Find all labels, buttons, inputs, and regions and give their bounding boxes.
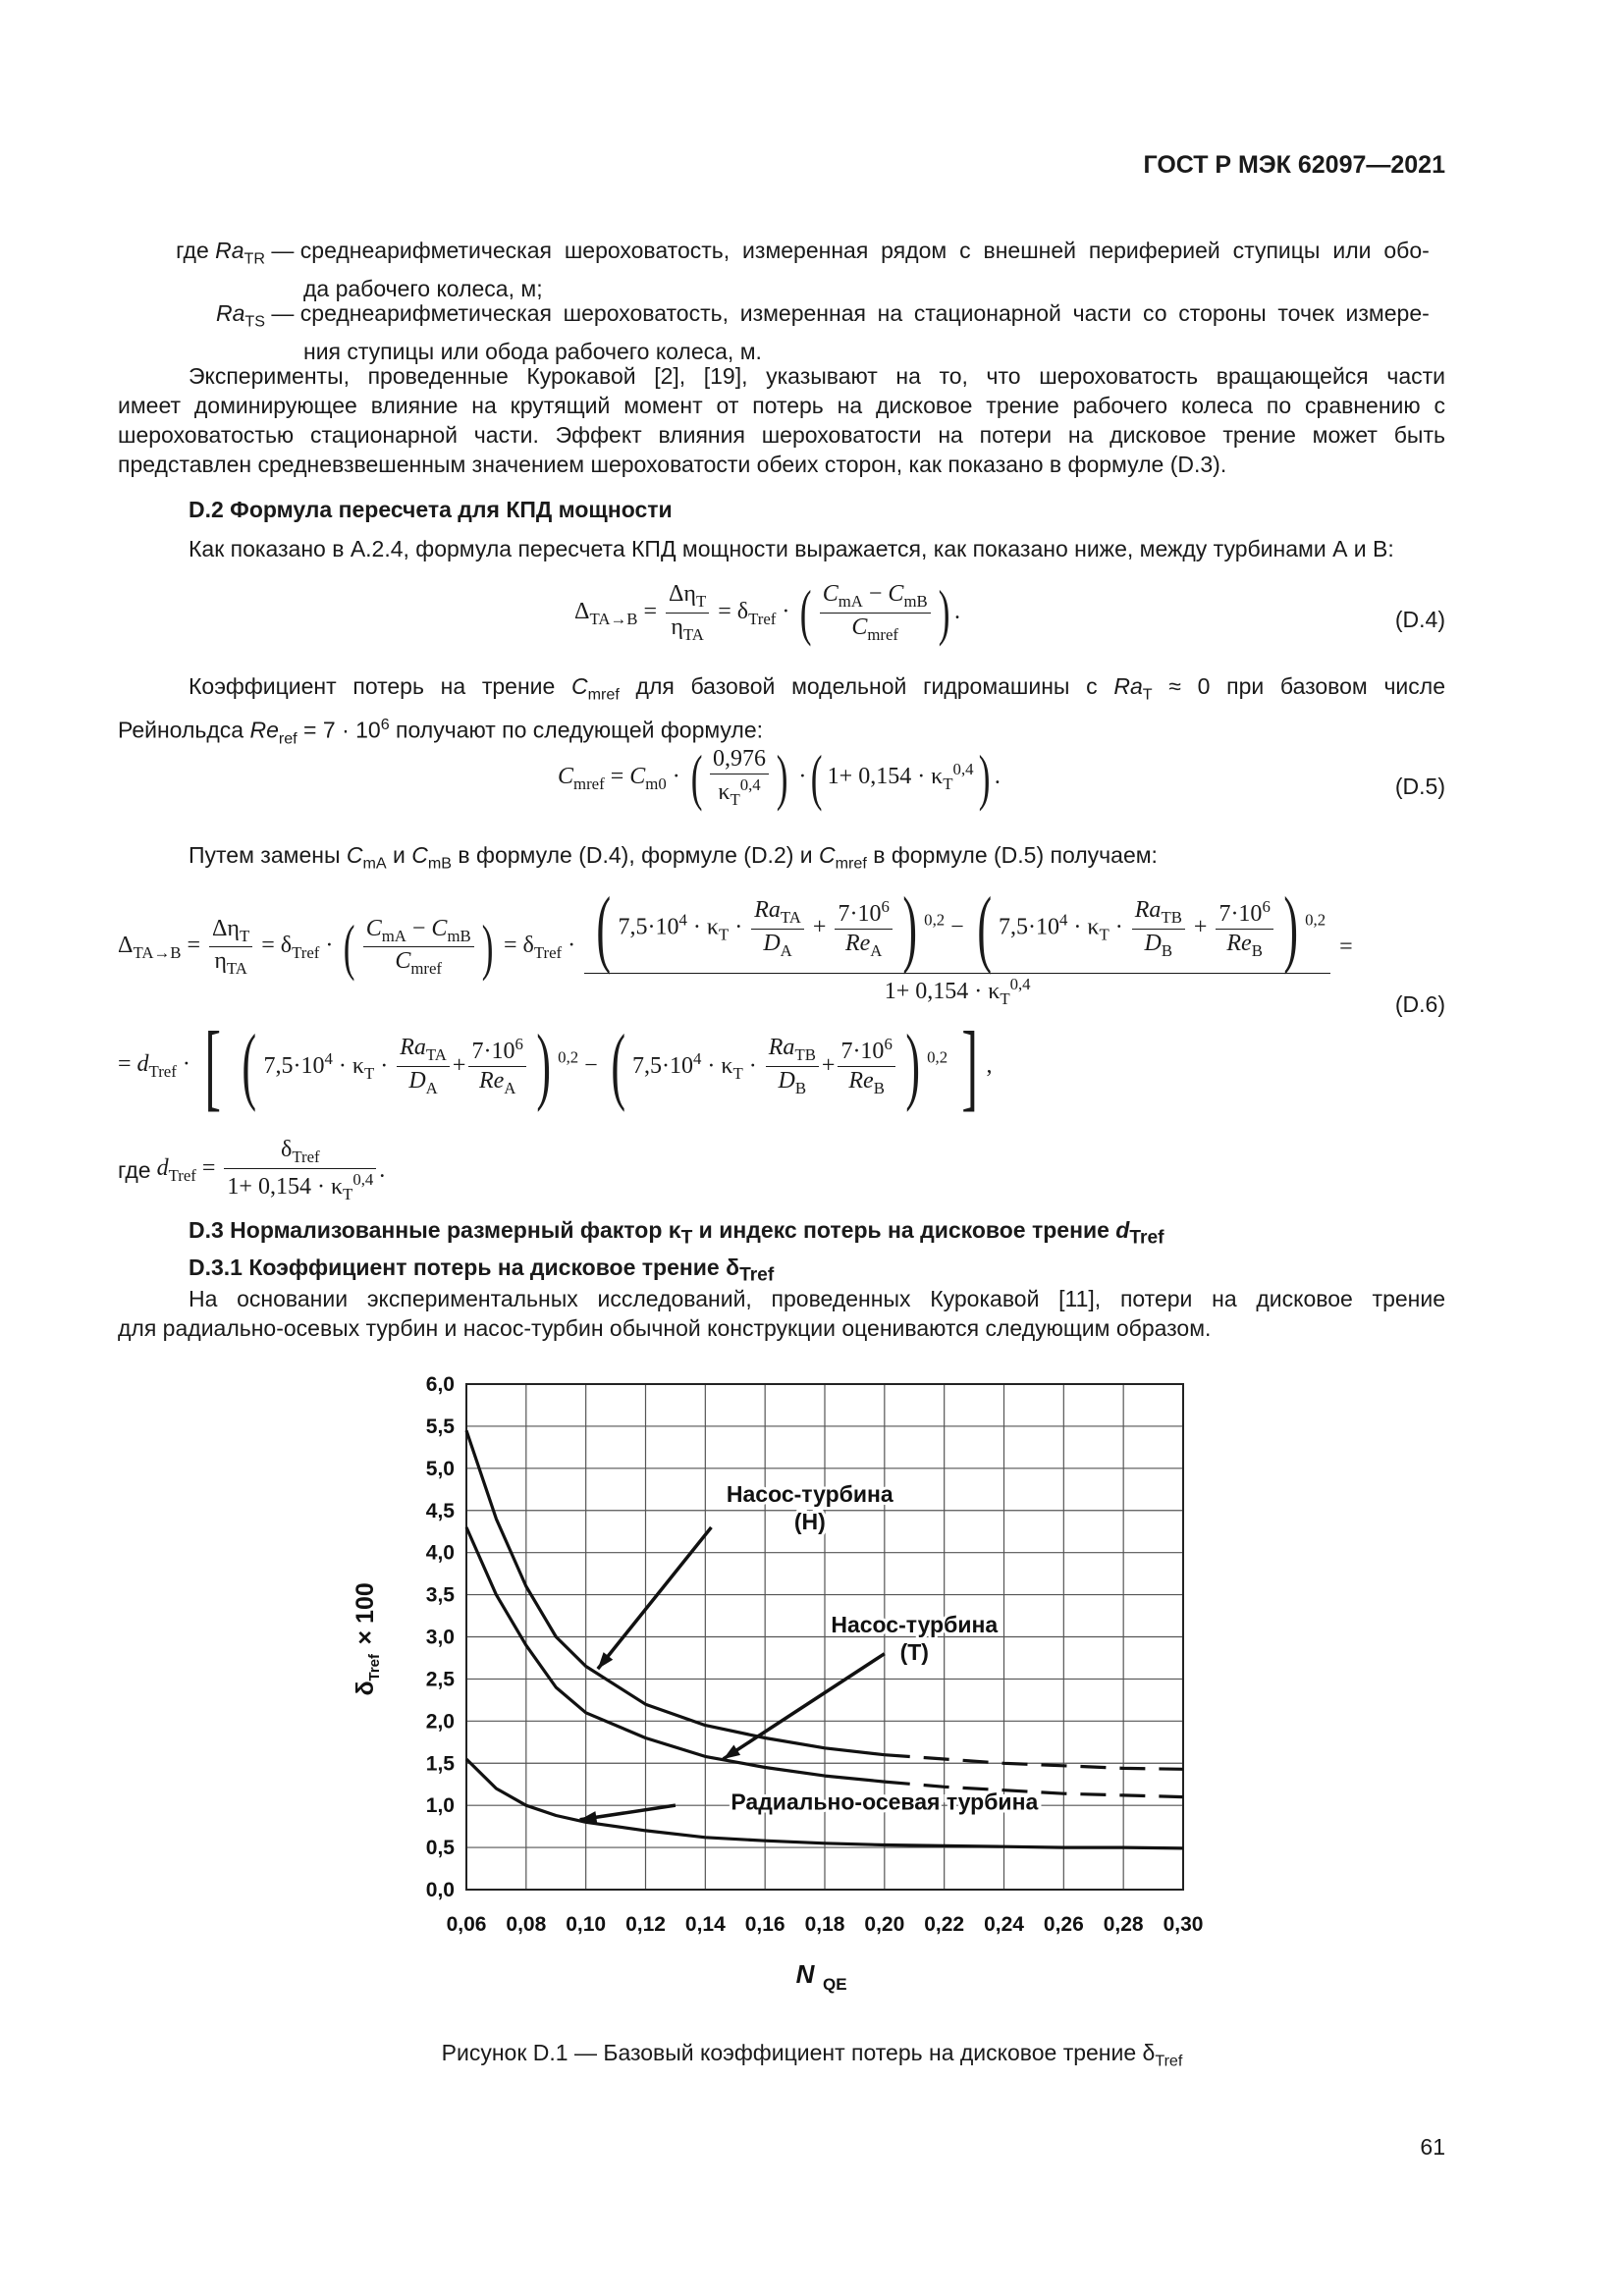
page-number: 61 xyxy=(1420,2134,1445,2160)
paragraph-roughness: Эксперименты, проведенные Курокавой [2], [19], указывают на то, что шероховатость вращающейся части имеет доминирующее влияние на крутящий момент от потерь на дисковое трение рабочего колеса по сравнению с шероховатостью стационарной части. Эффект влияния шероховатости на потери на дисковое трение может быть представлен средневзвешенным значением шероховатости обеих сторон, как показано в формуле (D.3). xyxy=(118,363,1445,477)
y-tick-label: 6,0 xyxy=(425,1373,455,1396)
paragraph-substitution: Путем замены $C_{mA}$ и $C_{mB}$ в формуле (D.4), формуле (D.2) и $C_{mref}$ в формуле (D.5) получаем: xyxy=(189,842,1158,873)
document-header: ГОСТ Р МЭК 62097—2021 xyxy=(1143,151,1445,179)
series-label: Радиально-осевая турбина xyxy=(731,1789,1039,1815)
x-tick-label: 0,10 xyxy=(566,1913,607,1936)
y-tick-label: 3,0 xyxy=(425,1626,455,1649)
x-tick-label: 0,18 xyxy=(804,1913,845,1936)
definition-ratr: где $Ra_{TR}$ — среднеарифметическая шероховатость, измеренная рядом с внешней периферией ступицы или обо- да рабочего колеса, м; xyxy=(176,238,1430,301)
y-tick-label: 0,0 xyxy=(425,1879,455,1901)
x-tick-label: 0,12 xyxy=(625,1913,666,1936)
x-tick-label: 0,08 xyxy=(506,1913,547,1936)
x-tick-label: 0,20 xyxy=(864,1913,905,1936)
series-line-solid xyxy=(466,1527,885,1782)
section-heading-d2: D.2 Формула пересчета для КПД мощности xyxy=(189,497,673,522)
y-tick-label: 3,5 xyxy=(425,1583,455,1607)
equation-label-d4: (D.4) xyxy=(1394,607,1445,632)
chart-dtref xyxy=(334,1364,1218,2012)
y-axis-label-suffix: × 100 xyxy=(352,1582,379,1645)
x-tick-label: 0,28 xyxy=(1103,1913,1144,1936)
series-arrow-head xyxy=(724,1745,741,1759)
x-tick-label: 0,30 xyxy=(1163,1913,1204,1936)
figure-caption: Рисунок D.1 — Базовый коэффициент потерь на дисковое трение $\delta_{Tref}$ xyxy=(441,2040,1183,2070)
y-tick-label: 1,5 xyxy=(425,1752,455,1776)
y-tick-label: 4,0 xyxy=(425,1541,455,1565)
equation-label-d6: (D.6) xyxy=(1394,991,1445,1017)
y-tick-label: 5,0 xyxy=(425,1457,455,1480)
series-line-solid xyxy=(466,1430,885,1755)
equation-d5: $C_{mref} = C_{m0}$ · ( $\frac{0,976}{\kappa_T^{0,4}}$ ) ·( $1+ 0,154 \cdot \kappa_T^{0,4}$) . xyxy=(558,742,1001,813)
paragraph-d31: На основании экспериментальных исследований, проведенных Курокавой [11], потери на дисковое трение для радиально-осевых турбин и насос-турбин обычной конструкции оцениваются следующим образом. xyxy=(118,1286,1445,1341)
equation-d6-line2: = $d_{Tref}$ · [ ( $7,5\cdot 10^4 \cdot \kappa_T$ · $\frac{Ra_{TA}}{D_A}$ + $\frac{7\cdot 10^6}{Re_A}$ ) $^{0,2}$ − ( $7,5\cdot 10^4 \cdot \kappa_T$ · $\frac{Ra_{TB}}{D_B}$ + $\frac{7\cdot 10^6}{Re_B}$ ) $^{0,2}$ ] , xyxy=(118,1011,993,1120)
equation-d4: $\Delta_{TA\to B}$ = $\frac{\Delta\eta_T}{\eta_{TA}}$ = $\delta_{Tref}$ · ( $\frac{C_{mA} - C_{mB}}{C_{mref}}$ ) . xyxy=(574,577,960,648)
equation-dtref: где $d_{Tref}$ = $\frac{\delta_{Tref}}{1+ 0,154 \cdot \kappa_T^{0,4}}$ . xyxy=(118,1137,386,1203)
equation-label-d5: (D.5) xyxy=(1394,774,1445,799)
equation-d6-line1: $\Delta_{TA\to B}$ = $\frac{\Delta\eta_T}{\eta_{TA}}$ = $\delta_{Tref}$ · ( $\frac{C_{mA} - C_{mB}}{C_{mref}}$ ) = $\delta_{Tref}$ · ( $7,5\cdot 10^4 \cdot \kappa_T$ · $\frac{Ra_{TA}}{D_A}$ + $\frac{7\cdot 10^6}{Re_A}$ ) $^{0,2}$ − ( $7,5\cdot 10^4 \cdot \kappa_T$ · $\frac{Ra_{TB}}{D_B}$ + $\frac{7\cdot 10^6}{Re_B}$ ) $^{0,2}$ $1+ 0,154 \cdot \kappa_T^{0,4}$ = xyxy=(118,881,1353,1008)
chart-ticks xyxy=(426,1373,1204,1936)
y-tick-label: 4,5 xyxy=(425,1499,455,1522)
y-tick-label: 0,5 xyxy=(425,1837,455,1860)
y-axis-label-sub: Tref xyxy=(366,1653,383,1682)
series-line-dashed xyxy=(885,1755,1183,1770)
x-tick-label: 0,16 xyxy=(744,1913,785,1936)
x-tick-label: 0,14 xyxy=(684,1913,726,1936)
paragraph-d2: Как показано в А.2.4, формула пересчета КПД мощности выражается, как показано ниже, между турбинами А и B: xyxy=(189,536,1394,561)
y-tick-label: 2,5 xyxy=(425,1668,455,1691)
y-tick-label: 2,0 xyxy=(425,1710,455,1734)
series-label: Насос-турбина xyxy=(726,1481,893,1508)
x-tick-label: 0,26 xyxy=(1043,1913,1084,1936)
y-axis-label-group xyxy=(352,1582,383,1695)
section-heading-d3: D.3 Нормализованные размерный фактор $\kappa_T$ и индекс потерь на дисковое трение $d_{Tref}$ xyxy=(189,1217,1164,1249)
series-arrow xyxy=(598,1527,712,1669)
definition-rats: $Ra_{TS}$ — среднеарифметическая шероховатость, измеренная на стационарной части со стороны точек измере- ния ступицы или обода рабочего колеса, м. xyxy=(216,300,1430,364)
series-label: (Н) xyxy=(793,1509,826,1535)
x-tick-label: 0,06 xyxy=(446,1913,487,1936)
paragraph-cmref: Коэффициент потерь на трение $C_{mref}$ для базовой модельной гидромашины с $Ra_T \approx 0$ при базовом числе Рейнольдса $Re_{ref} = 7 \cdot 10^6$ получают по следующей формуле: xyxy=(118,673,1445,747)
x-axis-label: N xyxy=(795,1959,815,1989)
y-axis-label: δ xyxy=(352,1681,379,1696)
y-tick-label: 5,5 xyxy=(425,1415,455,1438)
x-tick-label: 0,24 xyxy=(984,1913,1024,1936)
y-tick-label: 1,0 xyxy=(425,1794,455,1818)
x-axis-label-sub: QE xyxy=(823,1975,847,1994)
series-label: (Т) xyxy=(899,1639,929,1666)
x-tick-label: 0,22 xyxy=(924,1913,965,1936)
section-heading-d31: D.3.1 Коэффициент потерь на дисковое трение $\delta_{Tref}$ xyxy=(189,1255,775,1286)
series-label: Насос-турбина xyxy=(831,1612,999,1638)
